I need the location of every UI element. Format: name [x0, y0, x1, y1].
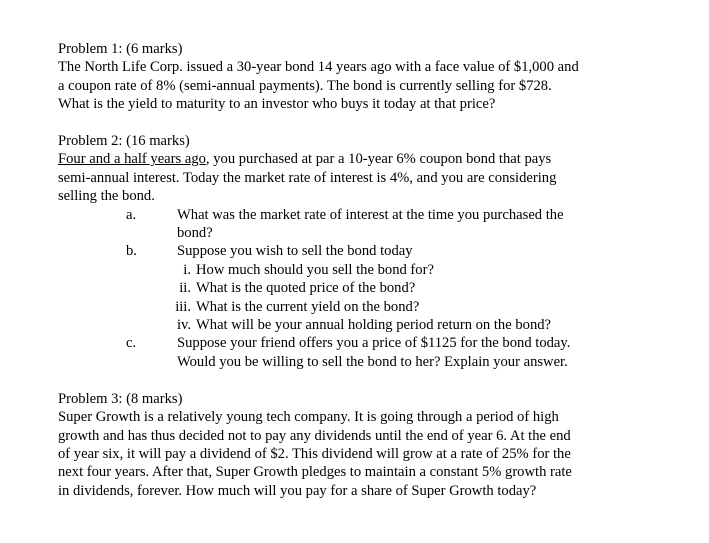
problem-2-part-b	[58, 242, 658, 260]
subitem-number: iii.	[175, 298, 191, 315]
problem-2-heading: Problem 2: (16 marks)	[58, 133, 190, 150]
problem-1	[58, 40, 658, 114]
problem-2-part-a	[58, 206, 658, 243]
part-a-marker: a.	[126, 206, 137, 223]
problem-2-intro-rest: , you purchased at par a 10-year 6% coupon bond that pays	[205, 151, 552, 168]
part-b-sublist	[58, 261, 658, 335]
subitem-text: What is the quoted price of the bond?	[196, 280, 416, 297]
part-b-subitem	[58, 298, 658, 316]
problem-1-heading: Problem 1: (6 marks)	[58, 41, 183, 57]
problem-3	[58, 390, 658, 500]
problem-1-text-line: a coupon rate of 8% (semi-annual payments). The bond is currently selling for $728.	[58, 77, 552, 94]
problem-3-text-line: Super Growth is a relatively young tech company. It is going through a period of high	[58, 409, 559, 426]
problem-2-part-c	[58, 334, 658, 371]
problem-1-text-line: What is the yield to maturity to an investor who buys it today at that price?	[58, 96, 496, 113]
part-b-subitem	[58, 279, 658, 297]
subitem-number: ii.	[179, 280, 191, 297]
part-b-marker: b.	[126, 243, 137, 260]
problem-2-intro-line	[58, 150, 658, 168]
problem-3-heading: Problem 3: (8 marks)	[58, 390, 183, 407]
subitem-text: What is the current yield on the bond?	[196, 298, 420, 315]
paragraph-gap	[58, 371, 658, 389]
problem-3-text-line: of year six, it will pay a dividend of $2. This dividend will grow at a rate of 25% for the	[58, 445, 571, 462]
subitem-number: i.	[183, 261, 191, 278]
problem-2-underlined-phrase: Four and a half years ago	[58, 151, 206, 168]
problem-3-text-line: next four years. After that, Super Growth pledges to maintain a constant 5% growth rate	[58, 464, 572, 481]
problem-2-text-line: selling the bond.	[58, 188, 155, 205]
subitem-number: iv.	[176, 317, 191, 334]
part-c-line: Would you be willing to sell the bond to her? Explain your answer.	[177, 353, 568, 370]
problem-3-text-line: in dividends, forever. How much will you pay for a share of Super Growth today?	[58, 482, 537, 499]
part-b-subitem	[58, 261, 658, 279]
problem-2	[58, 132, 658, 371]
part-c-text	[177, 334, 658, 371]
paragraph-gap	[58, 114, 658, 132]
part-b-subitem	[58, 316, 658, 334]
subitem-text: What will be your annual holding period return on the bond?	[196, 317, 552, 334]
problem-2-text-line: semi-annual interest. Today the market rate of interest is 4%, and you are considering	[58, 169, 557, 186]
part-a-line: bond?	[177, 225, 213, 242]
subitem-text: How much should you sell the bond for?	[196, 261, 434, 278]
part-a-text	[177, 206, 658, 243]
problem-3-text-line: growth and has thus decided not to pay any dividends until the end of year 6. At the end	[58, 427, 571, 444]
part-a-line: What was the market rate of interest at the time you purchased the	[177, 206, 564, 223]
document-page	[58, 40, 658, 500]
problem-1-text-line: The North Life Corp. issued a 30-year bond 14 years ago with a face value of $1,000 and	[58, 59, 579, 76]
part-c-marker: c.	[126, 335, 137, 352]
part-c-line: Suppose your friend offers you a price of $1125 for the bond today.	[177, 335, 571, 352]
part-b-text: Suppose you wish to sell the bond today	[177, 243, 413, 260]
